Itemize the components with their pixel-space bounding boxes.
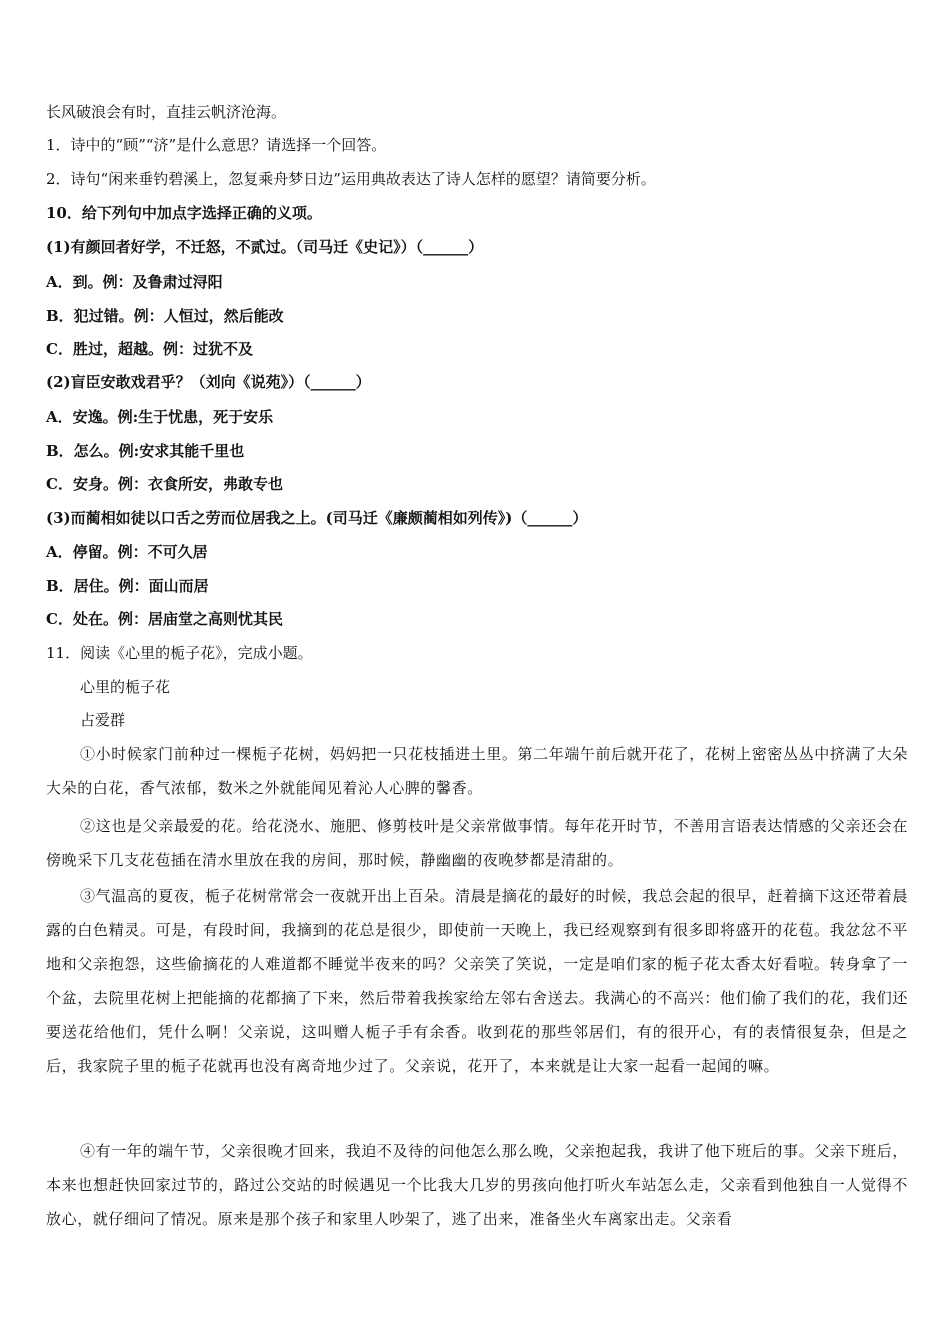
article-paragraph-3: ③气温高的夏夜，栀子花树常常会一夜就开出上百朵。清晨是摘花的最好的时候，我总会起的很早，赶着摘下这还带着晨露的白色精灵。可是，有段时间，我摘到的花总是很少，即使前一天晚上，我已经观察到有很多即将盛开的花苞。我忿忿不平地和父亲抱怨，这些偷摘花的人难道都不睡觉半夜来的吗？父亲笑了笑说，一定是咱们家的栀子花太香太好看啦。转身拿了一个盆，去院里花树上把能摘的花都摘了下来，然后带着我挨家给左邻右舍送去。我满心的不高兴：他们偷了我们的花，我们还要送花给他们，凭什么啊！父亲说，这叫赠人栀子手有余香。收到花的那些邻居们，有的很开心，有的表情很复杂，但是之后，我家院子里的栀子花就再也没有离奇地少过了。父亲说，花开了，本来就是让大家一起看一起闻的嘛。 bbox=[46, 887, 908, 1075]
question-10-item-2-option-b: B．怎么。例:安求其能千里也 bbox=[46, 442, 245, 460]
question-10-item-2-sentence: (2)盲臣安敢戏君乎？（刘向《说苑》）（______） bbox=[46, 373, 371, 391]
question-10-item-1-option-a: A．到。例：及鲁肃过浔阳 bbox=[46, 273, 223, 291]
article-title: 心里的栀子花 bbox=[80, 678, 171, 696]
article-paragraph-1: ①小时候家门前种过一棵栀子花树，妈妈把一只花枝插进土里。第二年端午前后就开花了，花树上密密丛丛中挤满了大朵大朵的白花，香气浓郁，数米之外就能闻见着沁人心脾的馨香。 bbox=[46, 745, 908, 797]
question-10-stem: 10．给下列句中加点字选择正确的义项。 bbox=[46, 204, 322, 222]
question-10-item-2-option-a: A．安逸。例:生于忧患，死于安乐 bbox=[46, 408, 274, 426]
question-9-sub-2: 2．诗句“闲来垂钓碧溪上，忽复乘舟梦日边”运用典故表达了诗人怎样的愿望？请简要分析。 bbox=[46, 170, 656, 188]
article-paragraph-2: ②这也是父亲最爱的花。给花浇水、施肥、修剪枝叶是父亲常做事情。每年花开时节，不善用言语表达情感的父亲还会在傍晚采下几支花苞插在清水里放在我的房间，那时候，静幽幽的夜晚梦都是清甜的。 bbox=[46, 817, 908, 869]
question-11-stem: 11．阅读《心里的栀子花》，完成小题。 bbox=[46, 644, 313, 662]
article-author: 占爱群 bbox=[80, 711, 126, 729]
question-10-item-2-option-c: C．安身。例：衣食所安，弗敢专也 bbox=[46, 475, 283, 493]
poem-last-line: 长风破浪会有时，直挂云帆济沧海。 bbox=[46, 103, 287, 121]
article-paragraph-4: ④有一年的端午节，父亲很晚才回来，我迫不及待的问他怎么那么晚，父亲抱起我，我讲了他下班后的事。父亲下班后，本来也想赶快回家过节的，路过公交站的时候遇见一个比我大几岁的男孩向他打听火车站怎么走，父亲看到他独自一人觉得不放心，就仔细问了情况。原来是那个孩子和家里人吵架了，逃了出来，准备坐火车离家出走。父亲看 bbox=[46, 1142, 908, 1228]
question-9-sub-1: 1．诗中的“顾”“济”是什么意思？请选择一个回答。 bbox=[46, 136, 387, 154]
question-10-item-3-option-b: B．居住。例：面山而居 bbox=[46, 577, 209, 595]
question-10-item-3-sentence: (3)而蔺相如徒以口舌之劳而位居我之上。(司马迁《廉颇蔺相如列传》)（______） bbox=[46, 509, 588, 527]
question-10-item-1-option-c: C．胜过，超越。例：过犹不及 bbox=[46, 340, 253, 358]
question-10-item-1-option-b: B．犯过错。例：人恒过，然后能改 bbox=[46, 307, 284, 325]
question-10-item-1-sentence: (1)有颜回者好学，不迁怒，不贰过。（司马迁《史记》）（______） bbox=[46, 238, 484, 256]
question-10-item-3-option-c: C．处在。例：居庙堂之高则忧其民 bbox=[46, 610, 283, 628]
question-10-item-3-option-a: A．停留。例：不可久居 bbox=[46, 543, 208, 561]
